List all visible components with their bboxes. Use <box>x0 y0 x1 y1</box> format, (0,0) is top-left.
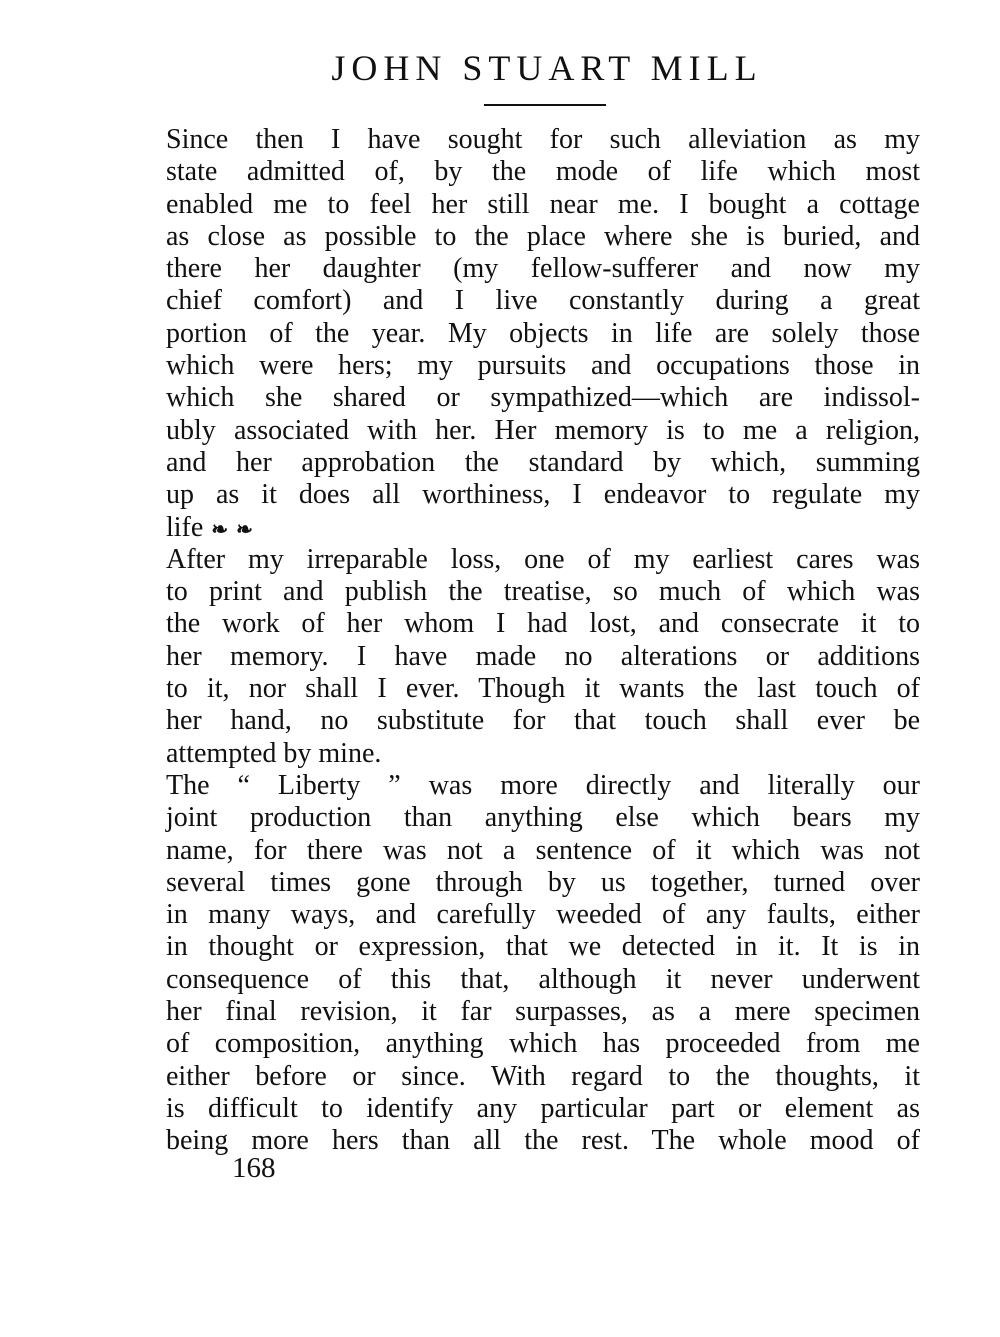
text-line: and her approbation the standard by which, summing <box>166 446 920 478</box>
body-text <box>166 124 920 1158</box>
header-rule <box>484 104 606 106</box>
text-line: in many ways, and carefully weeded of any faults, either <box>166 899 920 931</box>
text-line-last: attempted by mine. <box>166 737 382 769</box>
text-line: her final revision, it far surpasses, as a mere specimen <box>166 996 920 1028</box>
text-line: portion of the year. My objects in life are solely those <box>166 317 920 349</box>
text-line: After my irreparable loss, one of my earliest cares was <box>166 543 920 575</box>
text-line: several times gone through by us together, turned over <box>166 866 920 898</box>
text-line: The “ Liberty ” was more directly and literally our <box>166 769 920 801</box>
text-line: the work of her whom I had lost, and consecrate it to <box>166 608 920 640</box>
text-line: as close as possible to the place where she is buried, and <box>166 220 920 252</box>
text-line: to it, nor shall I ever. Though it wants the last touch of <box>166 673 920 705</box>
text-line: being more hers than all the rest. The whole mood of <box>166 1125 920 1157</box>
text-line: there her daughter (my fellow-sufferer and now my <box>166 253 920 285</box>
text-line: name, for there was not a sentence of it which was not <box>166 834 920 866</box>
text-line: consequence of this that, although it never underwent <box>166 963 920 995</box>
text-line: joint production than anything else which bears my <box>166 802 920 834</box>
leaf-ornament-icon: ❧ <box>211 518 229 541</box>
text-line: Since then I have sought for such alleviation as my <box>166 124 920 155</box>
text-line: state admitted of, by the mode of life which most <box>166 156 920 188</box>
text-line: up as it does all worthiness, I endeavor to regulate my <box>166 479 920 511</box>
text-line: her hand, no substitute for that touch shall ever be <box>166 705 920 737</box>
text-fragment: life <box>166 511 204 543</box>
page-number: 168 <box>232 1152 276 1184</box>
text-line: is difficult to identify any particular part or element as <box>166 1092 920 1124</box>
text-line: which were hers; my pursuits and occupations those in <box>166 350 920 382</box>
text-line: to print and publish the treatise, so much of which was <box>166 576 920 608</box>
text-line: her memory. I have made no alterations or additions <box>166 640 920 672</box>
text-line: enabled me to feel her still near me. I bought a cottage <box>166 188 920 220</box>
paragraph-3 <box>166 770 920 1158</box>
running-head: JOHN STUART MILL <box>331 48 763 88</box>
text-line: chief comfort) and I live constantly during a great <box>166 285 920 317</box>
leaf-ornament-icon: ❧ <box>236 518 253 541</box>
text-line: of composition, anything which has proceeded from me <box>166 1028 920 1060</box>
text-line: either before or since. With regard to the thoughts, it <box>166 1060 920 1092</box>
text-line-last <box>166 512 920 544</box>
text-line: ubly associated with her. Her memory is to me a religion, <box>166 414 920 446</box>
text-line: which she shared or sympathized—which are indissol- <box>166 382 920 414</box>
paragraph-2 <box>166 544 920 770</box>
paragraph-1 <box>166 124 920 544</box>
text-line: in thought or expression, that we detected in it. It is in <box>166 931 920 963</box>
